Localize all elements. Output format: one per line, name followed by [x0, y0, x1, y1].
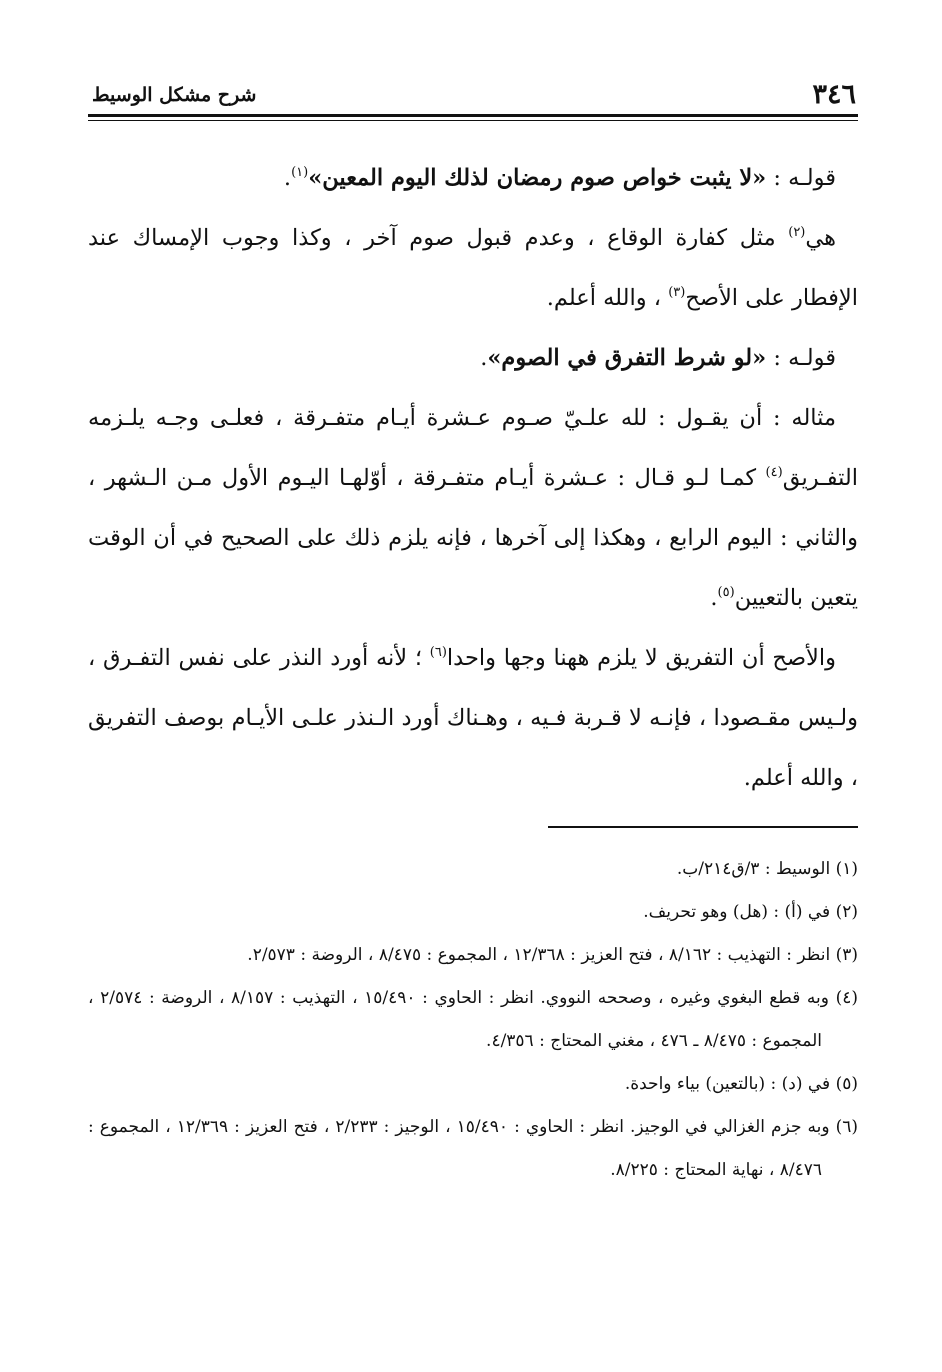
header-rule-thin: [88, 120, 858, 121]
text-run: مثاله : أن يقـول : لله علـيّ صـوم عـشرة أيـام متفـرقة ، فعلـى وجـه يلـزمه التفـريق: [88, 405, 858, 491]
footnote-ref: (٥): [717, 585, 735, 600]
footnote-2: (٢) في (أ) : (هل) وهو تحريف.: [643, 902, 858, 922]
quote-tail: .: [283, 165, 292, 191]
text-run: مثل كفارة الوقاع ، وعدم قبول صوم آخر ، وكذا وجوب الإمساك عند الإفطار على الأصح: [88, 225, 858, 311]
footnote-ref: (٣): [668, 285, 686, 300]
quoted-text: «لو شرط التفرق في الصوم»: [487, 345, 767, 371]
text-run: كمـا لـو قـال : عـشرة أيـام متفـرقة ، أوّلهـا اليـوم الأول مـن الـشهر ، والثاني : اليوم الرابع ، وهكذا إلى آخرها ، فإنه يلزم ذلك على الصحيح في أن الوقت يتعين بالتعيين: [88, 465, 858, 611]
footnote-3: (٣) انظر : التهذيب : ٨/١٦٢ ، فتح العزيز : ١٢/٣٦٨ ، المجموع : ٨/٤٧٥ ، الروضة : ٢/٥٧٣.: [247, 945, 858, 965]
text-run: ، والله أعلم.: [546, 285, 669, 311]
paragraph-commentary-3: [88, 628, 858, 808]
footnote-separator: [548, 826, 858, 828]
footnote-5: (٥) في (د) : (بالتعين) بياء واحدة.: [624, 1074, 858, 1094]
quoted-text: «لا يثبت خواص صوم رمضان لذلك اليوم المعين»: [308, 165, 767, 191]
paragraph-commentary-1: [88, 208, 858, 328]
page-header: [88, 78, 858, 118]
footnote-ref: (٢): [788, 225, 806, 240]
header-rule-thick: [88, 114, 858, 117]
running-title: شرح مشكل الوسيط: [92, 84, 257, 106]
text-run: ؛ لأنه أورد النذر على نفس التفـرق ، ولـيس مقـصودا ، فإنـه لا قـربة فـيه ، وهـناك أورد الـنذر علـى الأيـام بوصف التفريق ، والله أعلم.: [88, 645, 858, 791]
page-number: ٣٤٦: [812, 79, 856, 110]
book-page: [88, 78, 858, 1348]
text-run: والأصح أن التفريق لا يلزم ههنا وجها واحدا: [446, 645, 837, 671]
paragraph-commentary-2: [88, 388, 858, 628]
footnote-6: (٦) وبه جزم الغزالي في الوجيز. انظر : الحاوي : ١٥/٤٩٠ ، الوجيز : ٢/٢٣٣ ، فتح العزيز : ١٢/٣٦٩ ، المجموع : ٨/٤٧٦ ، نهاية المحتاج : ٨/٢٢٥.: [88, 1117, 858, 1180]
footnote-4: (٤) وبه قطع البغوي وغيره ، وصححه النووي. انظر : الحاوي : ١٥/٤٩٠ ، التهذيب : ٨/١٥٧ ، الروضة : ٢/٥٧٤ ، المجموع : ٨/٤٧٥ ـ ٤٧٦ ، مغني المحتاج : ٤/٣٥٦.: [88, 988, 858, 1051]
text-run: هي: [805, 225, 836, 251]
quote-tail: .: [480, 345, 488, 371]
footnote-ref: (٤): [765, 465, 783, 480]
footnotes: [88, 848, 858, 1192]
text-run: .: [710, 585, 718, 611]
paragraph-quote-1: [88, 148, 858, 208]
quote-lead: قولـه :: [773, 345, 836, 371]
footnote-1: (١) الوسيط : ٣/ق٢١٤/ب.: [676, 859, 858, 879]
paragraph-quote-2: [88, 328, 858, 388]
quote-lead: قولـه :: [773, 165, 836, 191]
footnote-ref: (١): [291, 165, 309, 180]
main-text: [88, 148, 858, 808]
footnote-ref: (٦): [429, 645, 447, 660]
